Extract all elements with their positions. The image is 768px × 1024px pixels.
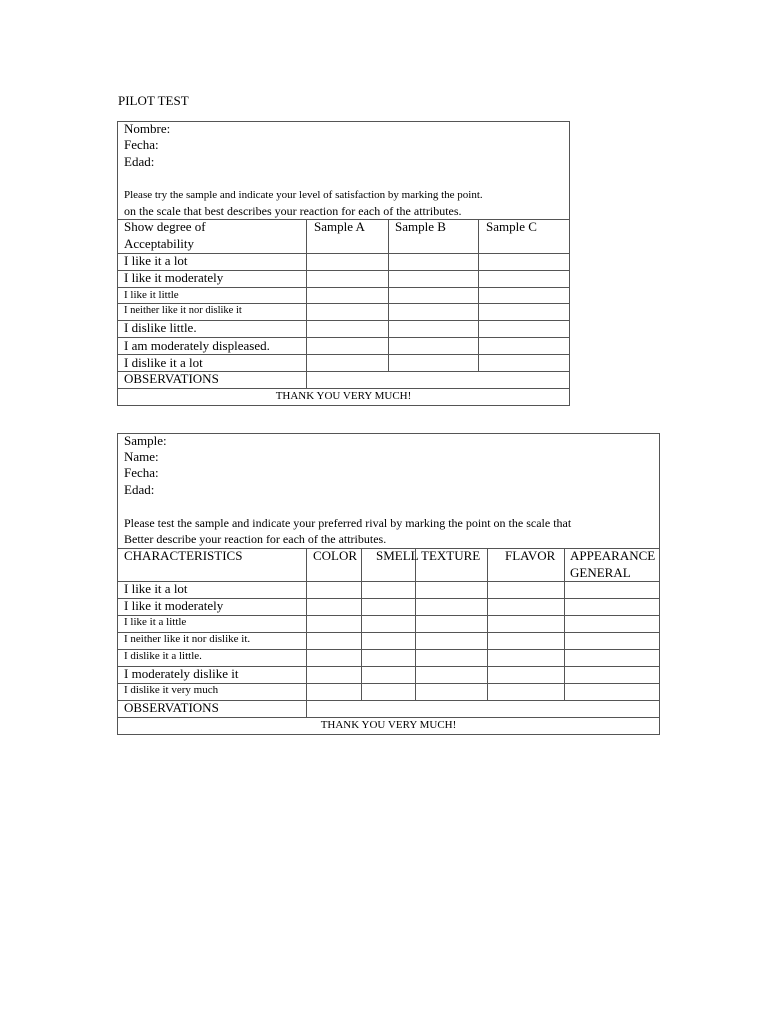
field-edad: Edad: — [124, 482, 155, 497]
row-label: I like it a lot — [124, 581, 188, 596]
instruction-line-2: on the scale that best describes your reaction for each of the attributes. — [124, 204, 462, 218]
grid-line — [117, 615, 660, 616]
row-label: I dislike it very much — [124, 684, 219, 696]
row-label: I neither like it nor dislike it — [124, 305, 242, 316]
page-title: PILOT TEST — [118, 93, 189, 108]
instruction-line-1: Please test the sample and indicate your preferred rival by marking the point on the scale that — [124, 516, 572, 530]
instruction-line-2: Better describe your reaction for each of the attributes. — [124, 532, 387, 546]
grid-line — [388, 219, 389, 371]
row-label: I like it a little — [124, 616, 187, 628]
column-flavor: FLAVOR — [505, 548, 556, 563]
header-degree-line-2: Acceptability — [124, 236, 195, 251]
grid-line — [564, 548, 565, 700]
instruction-line-1: Please try the sample and indicate your level of satisfaction by marking the point. — [124, 189, 483, 201]
row-label: I like it moderately — [124, 598, 224, 613]
header-characteristics: CHARACTERISTICS — [124, 548, 243, 563]
row-label: I dislike it a little. — [124, 650, 202, 662]
grid-line — [415, 548, 416, 700]
column-texture: TEXTURE — [421, 548, 481, 563]
row-label: I like it moderately — [124, 270, 224, 285]
grid-line — [306, 219, 307, 388]
column-general: GENERAL — [570, 565, 631, 580]
grid-line — [306, 548, 307, 717]
column-sample-a: Sample A — [314, 219, 365, 234]
grid-line — [361, 548, 362, 700]
column-sample-c: Sample C — [486, 219, 537, 234]
grid-line — [117, 581, 660, 582]
header-degree-line-1: Show degree of — [124, 219, 206, 234]
row-label: I dislike it a lot — [124, 355, 203, 370]
row-label: I neither like it nor dislike it. — [124, 633, 251, 645]
thank-you-text: THANK YOU VERY MUCH! — [320, 719, 457, 731]
field-name: Name: — [124, 449, 159, 464]
row-label: I dislike little. — [124, 320, 197, 335]
thank-you-text: THANK YOU VERY MUCH! — [275, 390, 412, 402]
row-label: I like it a lot — [124, 253, 188, 268]
column-smell: SMELL — [376, 548, 419, 563]
grid-line — [487, 548, 488, 700]
grid-line — [117, 287, 570, 288]
column-sample-b: Sample B — [395, 219, 446, 234]
field-edad: Edad: — [124, 154, 155, 169]
grid-line — [478, 219, 479, 371]
column-appearance: APPEARANCE — [570, 548, 656, 563]
row-label: I am moderately displeased. — [124, 338, 270, 353]
row-label: I like it little — [124, 289, 179, 301]
field-nombre: Nombre: — [124, 121, 171, 136]
observations-label: OBSERVATIONS — [124, 371, 219, 386]
column-color: COLOR — [313, 548, 358, 563]
field-fecha: Fecha: — [124, 137, 159, 152]
field-sample: Sample: — [124, 433, 167, 448]
row-label: I moderately dislike it — [124, 666, 239, 681]
field-fecha: Fecha: — [124, 465, 159, 480]
observations-label: OBSERVATIONS — [124, 700, 219, 715]
